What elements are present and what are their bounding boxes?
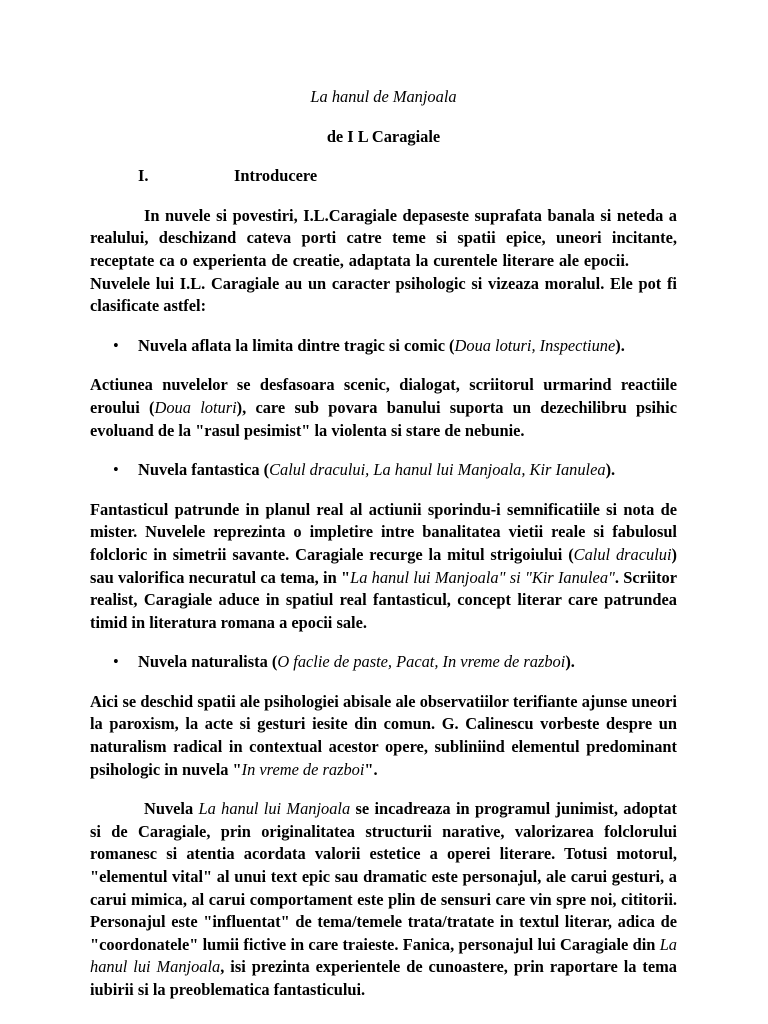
list-item [90,335,677,358]
italic-title: Doua loturi [154,397,237,417]
paragraph-text: , isi prezinta experientele de cunoastere, prin raportare la tema iubirii si la preoblematica fantasticului. [90,957,677,999]
paragraph-text: ), care sub povara banului suporta un dezechilibru psihic evoluand de la "rasul pesimist" la violenta si stare de nebunie. [90,397,677,440]
paragraph-2 [90,374,677,442]
bullet-text: Nuvela aflata la limita dintre tragic si comic ( [138,335,455,355]
bullet-icon: • [113,652,119,672]
italic-title: La hanul lui Manjoala [90,934,677,977]
bullet-list-2 [90,459,677,482]
paragraph-intro [90,205,677,318]
paragraph-text: ". [364,759,378,779]
paragraph-3 [90,499,677,635]
italic-title: Calul dracului [573,544,672,564]
list-item [90,651,677,674]
paragraph-text: Actiunea nuvelelor se desfasoara scenic, dialogat, scriitorul urmarind reactiile eroului ( [90,375,677,417]
author-line: de I L Caragiale [326,126,441,146]
paragraph-5 [90,798,677,1001]
paragraph-intro-part-b: Nuvelele lui I.L. Caragiale au un caracter psihologic si vizeaza moralul. Ele pot fi clasificate astfel: [90,273,677,316]
paragraph-intro-part-a: In nuvele si povestiri, I.L.Caragiale depaseste suprafata banala si neteda a realului, deschizand cateva porti catre teme si spatii epice, uneori incitante, receptate ca o experienta de creatie, adaptata la curentele literare ale epocii. [90,205,677,270]
bullet-italic-titles: Calul dracului, La hanul lui Manjoala, Kir Ianulea [269,460,606,480]
bullet-end: ). [605,460,616,480]
bullet-text: Nuvela naturalista ( [138,652,278,672]
section-label: Introducere [234,166,318,186]
bullet-italic-titles: Doua loturi, Inspectiune [454,335,616,355]
bullet-text: Nuvela fantastica ( [138,460,270,480]
document-page [90,86,677,1019]
list-item [90,459,677,482]
section-heading [90,165,677,188]
paragraph-text: . Scriitor realist, Caragiale aduce in spatiul real fantasticul, concept literar care patrundea timid in literatura romana a epocii sale. [90,567,677,632]
paragraph-text: Fantasticul patrunde in planul real al actiunii sporindu-i semnificatiile si nota de mister. Nuvelele reprezinta o impletire intre banalitatea vietii reale si fabulosul folcloric in simetrii savante. Caragiale recurge la mitul strigoiului ( [90,499,677,564]
bullet-end: ). [615,335,625,355]
paragraph-4 [90,691,677,781]
section-number: I. [138,166,149,186]
document-title: La hanul de Manjoala [310,87,457,106]
paragraph-text: Nuvela [144,799,199,819]
paragraph-text: Aici se deschid spatii ale psihologiei abisale ale observatiilor terifiante ajunse uneori la paroxism, la acte si gesturi iesite din comun. G. Calinescu vorbeste despre un naturalism radical in contextual acestor opere, subliniind elementul predominant psihologic in nuvela " [90,691,677,779]
italic-title: In vreme de razboi [241,759,365,779]
bullet-icon: • [113,460,119,480]
italic-title: La hanul lui Manjoala [198,799,351,819]
paragraph-text: ) sau valorifica necuratul ca tema, in " [90,544,677,587]
bullet-italic-titles: O faclie de paste, Pacat, In vreme de razboi [277,652,566,672]
bullet-end: ). [565,652,575,672]
bullet-icon: • [113,335,119,355]
italic-title: La hanul lui Manjoala" si "Kir Ianulea" [350,567,615,587]
paragraph-text: se incadreaza in programul junimist, adoptat si de Caragiale, prin originalitatea structurii narative, valorizarea folclorului romanesc si atentia acordata valorii estetice a operei literare. Totusi motorul, "elementul vital" al unui text epic sau dramatic este personajul, ale carui gesturi, a carui mimica, al carui comportament este plin de sensuri care vin spre noi, cititorii. Personajul este "influentat" de tema/temele trata/tratate in textul literar, adica de "coordonatele" lumii fictive in care traieste. Fanica, personajul lui Caragiale din [90,799,677,954]
bullet-list-3 [90,651,677,674]
bullet-list-1 [90,335,677,358]
